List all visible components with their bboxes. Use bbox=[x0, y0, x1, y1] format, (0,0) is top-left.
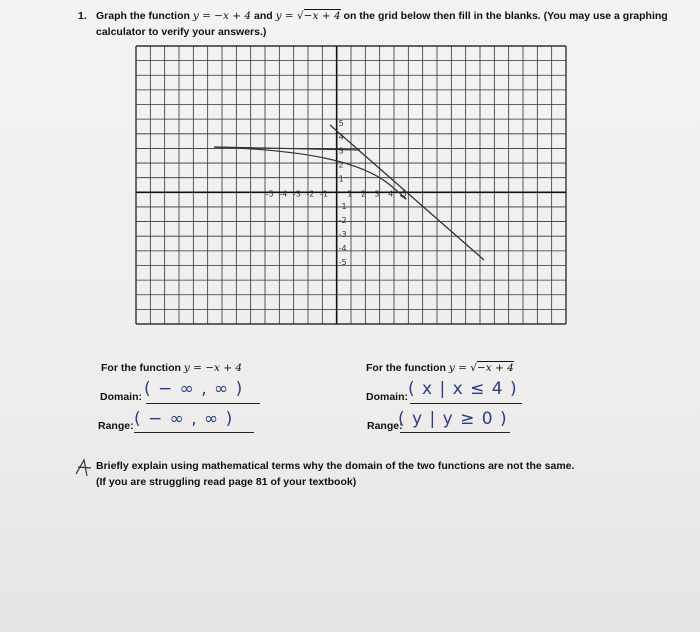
y-tick-label: -1 bbox=[338, 202, 347, 212]
right-range-underline bbox=[400, 432, 510, 433]
explain-prompt: Briefly explain using mathematical terms why the domain of the two functions are not the same. bbox=[96, 460, 575, 472]
question-text-before: Graph the function bbox=[96, 10, 193, 22]
x-tick-label: -5 bbox=[265, 189, 274, 199]
function-sqrt-prefix: y = bbox=[275, 10, 298, 22]
left-domain-label: Domain: bbox=[100, 391, 142, 403]
right-function-prefix: y = bbox=[448, 362, 471, 374]
left-range-underline bbox=[134, 432, 254, 433]
x-tick-label: -1 bbox=[320, 189, 329, 199]
y-tick-label: 2 bbox=[338, 160, 344, 170]
right-radicand: −x + 4 bbox=[476, 362, 514, 374]
right-heading bbox=[366, 362, 514, 374]
y-tick-label: 3 bbox=[338, 146, 344, 156]
x-tick-label: -2 bbox=[306, 189, 315, 199]
y-tick-label: -5 bbox=[338, 257, 347, 267]
x-tick-label: 5 bbox=[401, 189, 407, 199]
x-tick-label: 2 bbox=[360, 189, 366, 199]
question-number: 1. bbox=[78, 10, 87, 22]
question-text-line2: calculator to verify your answers.) bbox=[96, 26, 267, 38]
left-function: y = −x + 4 bbox=[183, 362, 243, 374]
star-mark-icon bbox=[74, 458, 94, 478]
question-text-and: and bbox=[251, 10, 276, 22]
right-sqrt-sign: √ bbox=[470, 362, 477, 374]
function-linear: y = −x + 4 bbox=[192, 10, 252, 22]
left-domain-underline bbox=[146, 403, 260, 404]
y-tick-label: -3 bbox=[338, 230, 347, 240]
right-heading-prefix: For the function bbox=[366, 362, 449, 374]
right-domain-underline bbox=[410, 403, 522, 404]
right-domain-answer[interactable]: ( x | x ≤ 4 ) bbox=[408, 379, 518, 399]
y-tick-label: -2 bbox=[338, 216, 347, 226]
x-tick-label: 1 bbox=[347, 189, 353, 199]
grid-lines bbox=[136, 46, 566, 324]
y-tick-label: 5 bbox=[338, 118, 344, 128]
y-tick-label: -4 bbox=[338, 243, 347, 253]
y-tick-label: 1 bbox=[338, 174, 344, 184]
question-text-after: on the grid below then fill in the blanks. (You may use a graphing bbox=[340, 10, 668, 22]
left-domain-answer[interactable]: ( − ∞ , ∞ ) bbox=[144, 379, 244, 399]
right-domain-label: Domain: bbox=[366, 391, 408, 403]
right-range-answer[interactable]: ( y | y ≥ 0 ) bbox=[398, 409, 508, 429]
function-sqrt-radicand: −x + 4 bbox=[303, 10, 341, 22]
explain-hint: (If you are struggling read page 81 of your textbook) bbox=[96, 476, 357, 488]
x-tick-label: -3 bbox=[292, 189, 301, 199]
sqrt-sign: √ bbox=[297, 10, 304, 22]
left-heading-prefix: For the function bbox=[101, 362, 184, 374]
left-heading bbox=[101, 362, 242, 374]
x-tick-label: 4 bbox=[388, 189, 394, 199]
left-range-answer[interactable]: ( − ∞ , ∞ ) bbox=[134, 409, 234, 429]
x-tick-label: 3 bbox=[374, 189, 380, 199]
right-range-label: Range: bbox=[367, 420, 403, 432]
y-tick-label: 4 bbox=[338, 132, 344, 142]
x-tick-label: -4 bbox=[279, 189, 288, 199]
left-range-label: Range: bbox=[98, 420, 134, 432]
